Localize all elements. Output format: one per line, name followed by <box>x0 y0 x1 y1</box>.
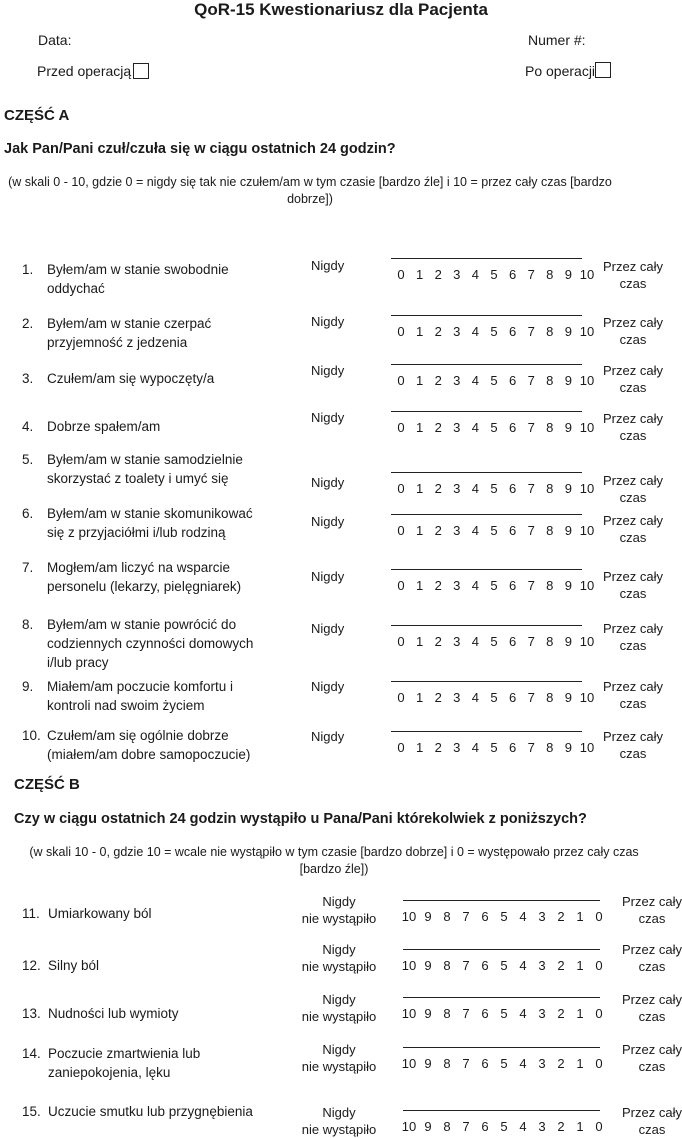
part-a-note-line-1: (w skali 0 - 10, gdzie 0 = nigdy się tak nie czułem/am w tym czasie [bardzo źle] i 10 = przez cały czas [bardzo <box>8 175 612 189</box>
scale-option[interactable]: 3 <box>453 420 461 435</box>
item-number: 6. <box>22 506 34 521</box>
scale-option[interactable]: 8 <box>546 481 554 496</box>
scale-line <box>391 258 582 259</box>
scale-option[interactable]: 1 <box>415 267 424 282</box>
scale-option[interactable]: 10 <box>401 909 417 924</box>
scale-option[interactable]: 7 <box>527 481 535 496</box>
scale-right-label-bottom: czas <box>638 1059 666 1074</box>
scale-option[interactable]: 4 <box>471 420 480 435</box>
scale-option[interactable]: 9 <box>564 267 573 282</box>
item-text: Poczucie zmartwienia lub <box>48 1046 201 1061</box>
scale-option[interactable]: 2 <box>434 324 442 339</box>
scale-option[interactable]: 2 <box>434 740 442 755</box>
scale-option[interactable]: 9 <box>424 958 432 973</box>
scale-option[interactable]: 6 <box>481 1119 489 1134</box>
scale-option[interactable]: 10 <box>579 324 595 339</box>
item-text: Silny ból <box>48 958 100 973</box>
scale-option[interactable]: 5 <box>490 481 498 496</box>
scale-left-label: Nigdy <box>311 410 345 425</box>
scale-left-label-bottom: nie wystąpiło <box>301 1059 377 1074</box>
scale-left-label: Nigdy <box>311 679 345 694</box>
scale-right-label-top: Przez cały <box>603 513 663 528</box>
scale-option[interactable]: 3 <box>538 1006 546 1021</box>
scale-option[interactable]: 6 <box>508 420 517 435</box>
scale-option[interactable]: 4 <box>471 324 480 339</box>
scale-right-label-top: Przez cały <box>603 411 663 426</box>
scale-option[interactable]: 3 <box>453 690 461 705</box>
scale-option[interactable]: 10 <box>579 481 595 496</box>
scale-option[interactable]: 4 <box>471 740 480 755</box>
scale-option[interactable]: 7 <box>527 578 535 593</box>
scale-option[interactable]: 7 <box>527 690 535 705</box>
scale-option[interactable]: 3 <box>453 481 461 496</box>
scale-left-label: Nigdy <box>311 475 345 490</box>
scale-option[interactable]: 8 <box>546 578 554 593</box>
scale-option[interactable]: 5 <box>490 578 498 593</box>
scale-option[interactable]: 4 <box>519 1006 527 1021</box>
scale-option[interactable]: 4 <box>471 373 480 388</box>
scale-right-label-bottom: czas <box>638 911 666 926</box>
scale-left-label-bottom: nie wystąpiło <box>301 911 377 926</box>
scale-option[interactable]: 5 <box>500 1006 508 1021</box>
scale-option[interactable]: 9 <box>564 690 573 705</box>
scale-line <box>403 1047 600 1048</box>
item-text: Czułem/am się ogólnie dobrze <box>47 728 229 743</box>
scale-option[interactable]: 5 <box>500 909 508 924</box>
scale-option[interactable]: 10 <box>401 958 417 973</box>
scale-option[interactable]: 1 <box>576 1119 584 1134</box>
scale-option[interactable]: 6 <box>508 373 517 388</box>
scale-option[interactable]: 10 <box>579 740 595 755</box>
scale-option[interactable]: 2 <box>434 523 442 538</box>
item-number: 9. <box>22 679 34 694</box>
part-a-question: Jak Pan/Pani czuł/czuła się w ciągu ostatnich 24 godzin? <box>4 141 396 157</box>
item-text: Uczucie smutku lub przygnębienia <box>48 1104 253 1119</box>
item-text: Miałem/am poczucie komfortu i <box>47 679 234 694</box>
scale-option[interactable]: 1 <box>576 958 584 973</box>
item-number: 3. <box>22 371 34 386</box>
scale-option[interactable]: 6 <box>508 578 517 593</box>
scale-option[interactable]: 0 <box>397 690 405 705</box>
scale-option[interactable]: 4 <box>471 578 480 593</box>
scale-left-label: Nigdy <box>311 514 345 529</box>
scale-option[interactable]: 6 <box>508 634 517 649</box>
scale-option[interactable]: 9 <box>424 1119 432 1134</box>
scale-option[interactable]: 7 <box>527 267 535 282</box>
scale-option[interactable]: 10 <box>579 578 595 593</box>
item-text: i/lub pracy <box>47 655 109 670</box>
scale-option[interactable]: 8 <box>443 1006 451 1021</box>
scale-option[interactable]: 1 <box>415 634 424 649</box>
scale-right-label-bottom: czas <box>619 332 647 347</box>
scale-option[interactable]: 6 <box>481 909 489 924</box>
scale-option[interactable]: 8 <box>443 1056 451 1071</box>
item-text: zaniepokojenia, lęku <box>48 1065 171 1080</box>
scale-option[interactable]: 7 <box>527 634 535 649</box>
scale-option[interactable]: 10 <box>579 267 595 282</box>
scale-option[interactable]: 1 <box>415 578 424 593</box>
scale-option[interactable]: 5 <box>490 634 498 649</box>
scale-left-label: Nigdy <box>311 621 345 636</box>
scale-option[interactable]: 9 <box>564 634 573 649</box>
item-text: przyjemność z jedzenia <box>47 335 188 350</box>
scale-option[interactable]: 6 <box>508 523 517 538</box>
scale-option[interactable]: 6 <box>481 958 489 973</box>
scale-option[interactable]: 2 <box>434 373 442 388</box>
scale-right-label-bottom: czas <box>619 428 647 443</box>
scale-option[interactable]: 0 <box>397 578 405 593</box>
scale-right-label-top: Przez cały <box>603 259 663 274</box>
scale-option[interactable]: 2 <box>557 958 565 973</box>
scale-option[interactable]: 4 <box>471 523 480 538</box>
scale-option[interactable]: 1 <box>415 740 424 755</box>
scale-right-label-top: Przez cały <box>603 679 663 694</box>
before-surgery-label: Przed operacją <box>37 63 132 79</box>
scale-right-label-bottom: czas <box>638 1122 666 1137</box>
scale-line <box>391 315 582 316</box>
scale-option[interactable]: 5 <box>490 324 498 339</box>
item-number: 7. <box>22 560 34 575</box>
scale-line <box>403 997 600 998</box>
scale-option[interactable]: 0 <box>595 958 603 973</box>
part-a-heading: CZĘŚĆ A <box>4 107 70 124</box>
scale-left-label: Nigdy <box>311 314 345 329</box>
item-text: Umiarkowany ból <box>48 906 152 921</box>
scale-option[interactable]: 9 <box>424 1006 432 1021</box>
scale-option[interactable]: 1 <box>415 523 424 538</box>
scale-option[interactable]: 10 <box>579 523 595 538</box>
item-number: 11. <box>22 906 40 921</box>
scale-option[interactable]: 7 <box>527 740 535 755</box>
scale-option[interactable]: 4 <box>471 690 480 705</box>
scale-line <box>391 364 582 365</box>
scale-option[interactable]: 8 <box>546 373 554 388</box>
scale-option[interactable]: 0 <box>397 634 405 649</box>
scale-option[interactable]: 3 <box>538 909 546 924</box>
scale-option[interactable]: 9 <box>564 740 573 755</box>
scale-option[interactable]: 0 <box>595 1006 603 1021</box>
item-number: 15. <box>22 1104 41 1119</box>
scale-option[interactable]: 2 <box>557 1056 565 1071</box>
scale-right-label-top: Przez cały <box>622 992 682 1007</box>
scale-option[interactable]: 10 <box>401 1056 417 1071</box>
scale-option[interactable]: 9 <box>424 909 432 924</box>
scale-line <box>391 514 582 515</box>
item-number: 1. <box>22 262 34 277</box>
scale-option[interactable]: 1 <box>576 1056 584 1071</box>
scale-option[interactable]: 3 <box>453 578 461 593</box>
scale-option[interactable]: 5 <box>500 1056 508 1071</box>
scale-line <box>391 731 582 732</box>
scale-left-label-top: Nigdy <box>322 1042 356 1057</box>
scale-right-label-top: Przez cały <box>603 729 663 744</box>
scale-option[interactable]: 1 <box>415 481 424 496</box>
scale-option[interactable]: 10 <box>579 420 595 435</box>
scale-option[interactable]: 3 <box>453 373 461 388</box>
scale-option[interactable]: 9 <box>564 523 573 538</box>
item-number: 5. <box>22 452 34 467</box>
scale-option[interactable]: 5 <box>490 690 498 705</box>
scale-option[interactable]: 3 <box>538 958 546 973</box>
scale-option[interactable]: 0 <box>595 909 603 924</box>
scale-option[interactable]: 0 <box>397 481 405 496</box>
scale-option[interactable]: 1 <box>576 909 584 924</box>
scale-option[interactable]: 6 <box>508 324 517 339</box>
scale-option[interactable]: 0 <box>397 740 405 755</box>
scale-left-label-top: Nigdy <box>322 1105 356 1120</box>
scale-left-label: Nigdy <box>311 258 345 273</box>
scale-right-label-bottom: czas <box>619 276 647 291</box>
date-label: Data: <box>38 32 72 48</box>
scale-option[interactable]: 4 <box>471 267 480 282</box>
scale-option[interactable]: 6 <box>481 1006 489 1021</box>
item-number: 10. <box>22 728 41 743</box>
scale-right-label-top: Przez cały <box>603 473 663 488</box>
scale-right-label-bottom: czas <box>619 696 647 711</box>
after-surgery-checkbox[interactable] <box>595 62 611 78</box>
item-text: Mogłem/am liczyć na wsparcie <box>47 560 231 575</box>
scale-right-label-top: Przez cały <box>622 894 682 909</box>
scale-left-label-top: Nigdy <box>322 942 356 957</box>
item-text: Dobrze spałem/am <box>47 419 161 434</box>
scale-option[interactable]: 2 <box>434 634 442 649</box>
scale-option[interactable]: 2 <box>434 690 442 705</box>
scale-option[interactable]: 4 <box>471 481 480 496</box>
scale-option[interactable]: 7 <box>462 1056 470 1071</box>
scale-option[interactable]: 3 <box>538 1056 546 1071</box>
scale-right-label-bottom: czas <box>619 586 647 601</box>
scale-line <box>391 569 582 570</box>
scale-option[interactable]: 10 <box>579 634 595 649</box>
scale-right-label-top: Przez cały <box>603 569 663 584</box>
scale-line <box>391 681 582 682</box>
scale-right-label-bottom: czas <box>619 746 647 761</box>
part-b-note-line-1: (w skali 10 - 0, gdzie 10 = wcale nie wystąpiło w tym czasie [bardzo dobrze] i 0 = występowało przez cały czas <box>29 845 639 859</box>
part-b-heading: CZĘŚĆ B <box>14 776 80 793</box>
scale-option[interactable]: 7 <box>462 1119 470 1134</box>
number-label: Numer #: <box>528 32 586 48</box>
scale-option[interactable]: 2 <box>557 1119 565 1134</box>
scale-line <box>403 949 600 950</box>
scale-option[interactable]: 1 <box>415 324 424 339</box>
item-text: się z przyjaciółmi i/lub rodziną <box>47 525 226 540</box>
scale-option[interactable]: 8 <box>546 523 554 538</box>
scale-right-label-top: Przez cały <box>603 363 663 378</box>
item-number: 14. <box>22 1046 41 1061</box>
scale-option[interactable]: 0 <box>397 324 405 339</box>
scale-option[interactable]: 1 <box>415 420 424 435</box>
after-surgery-label: Po operacji <box>525 63 596 79</box>
scale-line <box>391 472 582 473</box>
scale-right-label-top: Przez cały <box>603 315 663 330</box>
scale-right-label-bottom: czas <box>619 380 647 395</box>
scale-right-label-top: Przez cały <box>622 1042 682 1057</box>
scale-option[interactable]: 0 <box>397 267 405 282</box>
scale-right-label-top: Przez cały <box>622 1105 682 1120</box>
scale-option[interactable]: 4 <box>519 958 527 973</box>
scale-left-label-top: Nigdy <box>322 992 356 1007</box>
item-text: Byłem/am w stanie samodzielnie <box>47 452 243 467</box>
item-number: 12. <box>22 958 41 973</box>
scale-option[interactable]: 8 <box>546 324 554 339</box>
scale-option[interactable]: 2 <box>434 481 442 496</box>
scale-option[interactable]: 3 <box>453 740 461 755</box>
scale-option[interactable]: 3 <box>453 634 461 649</box>
scale-right-label-bottom: czas <box>619 638 647 653</box>
scale-option[interactable]: 2 <box>434 267 442 282</box>
scale-option[interactable]: 6 <box>508 267 517 282</box>
scale-option[interactable]: 10 <box>579 690 595 705</box>
scale-option[interactable]: 10 <box>401 1006 417 1021</box>
scale-left-label-top: Nigdy <box>322 894 356 909</box>
scale-option[interactable]: 8 <box>443 909 451 924</box>
scale-right-label-bottom: czas <box>619 530 647 545</box>
item-text: skorzystać z toalety i umyć się <box>47 471 229 486</box>
scale-option[interactable]: 9 <box>564 578 573 593</box>
scale-option[interactable]: 3 <box>538 1119 546 1134</box>
scale-option[interactable]: 8 <box>546 267 554 282</box>
scale-option[interactable]: 1 <box>415 690 424 705</box>
part-b-question: Czy w ciągu ostatnich 24 godzin wystąpiło u Pana/Pani którekolwiek z poniższych? <box>14 811 587 827</box>
item-text: codziennych czynności domowych <box>47 636 254 651</box>
item-text: Byłem/am w stanie skomunikować <box>47 506 253 521</box>
scale-option[interactable]: 0 <box>397 523 405 538</box>
scale-left-label: Nigdy <box>311 729 345 744</box>
item-number: 2. <box>22 316 34 331</box>
item-number: 13. <box>22 1006 41 1021</box>
scale-line <box>403 1110 600 1111</box>
item-text: oddychać <box>47 281 105 296</box>
item-text: Byłem/am w stanie powrócić do <box>47 617 237 632</box>
scale-option[interactable]: 8 <box>443 1119 451 1134</box>
scale-option[interactable]: 6 <box>508 740 517 755</box>
item-number: 8. <box>22 617 34 632</box>
scale-option[interactable]: 0 <box>595 1056 603 1071</box>
scale-option[interactable]: 2 <box>434 578 442 593</box>
before-surgery-checkbox[interactable] <box>133 63 149 79</box>
scale-option[interactable]: 4 <box>519 1056 527 1071</box>
scale-option[interactable]: 2 <box>434 420 442 435</box>
page-title: QoR-15 Kwestionariusz dla Pacjenta <box>194 0 488 19</box>
item-number: 4. <box>22 419 34 434</box>
scale-option[interactable]: 7 <box>527 523 535 538</box>
scale-line <box>403 900 600 901</box>
item-text: Byłem/am w stanie czerpać <box>47 316 212 331</box>
scale-option[interactable]: 8 <box>546 740 554 755</box>
scale-option[interactable]: 4 <box>471 634 480 649</box>
scale-left-label-bottom: nie wystąpiło <box>301 959 377 974</box>
scale-option[interactable]: 5 <box>490 523 498 538</box>
scale-right-label-top: Przez cały <box>622 942 682 957</box>
scale-option[interactable]: 2 <box>557 909 565 924</box>
scale-option[interactable]: 2 <box>557 1006 565 1021</box>
scale-option[interactable]: 6 <box>481 1056 489 1071</box>
item-text: Nudności lub wymioty <box>48 1006 179 1021</box>
scale-option[interactable]: 4 <box>519 909 527 924</box>
scale-option[interactable]: 1 <box>415 373 424 388</box>
scale-right-label-bottom: czas <box>638 1009 666 1024</box>
scale-option[interactable]: 5 <box>490 740 498 755</box>
scale-option[interactable]: 7 <box>527 324 535 339</box>
scale-option[interactable]: 9 <box>564 324 573 339</box>
scale-option[interactable]: 1 <box>576 1006 584 1021</box>
scale-option[interactable]: 0 <box>397 373 405 388</box>
scale-option[interactable]: 8 <box>443 958 451 973</box>
scale-option[interactable]: 7 <box>527 373 535 388</box>
scale-option[interactable]: 4 <box>519 1119 527 1134</box>
scale-option[interactable]: 9 <box>424 1056 432 1071</box>
scale-left-label-bottom: nie wystąpiło <box>301 1122 377 1137</box>
scale-option[interactable]: 3 <box>453 324 461 339</box>
scale-option[interactable]: 9 <box>564 481 573 496</box>
part-b-note-line-2: [bardzo źle]) <box>299 862 369 876</box>
scale-option[interactable]: 9 <box>564 420 573 435</box>
part-a-note-line-2: dobrze]) <box>287 192 333 206</box>
scale-option[interactable]: 3 <box>453 267 461 282</box>
scale-option[interactable]: 8 <box>546 420 554 435</box>
scale-left-label: Nigdy <box>311 363 345 378</box>
scale-option[interactable]: 7 <box>527 420 535 435</box>
scale-option[interactable]: 5 <box>500 1119 508 1134</box>
scale-option[interactable]: 10 <box>579 373 595 388</box>
item-text: personelu (lekarzy, pielęgniarek) <box>47 579 242 594</box>
scale-right-label-bottom: czas <box>619 490 647 505</box>
scale-right-label-bottom: czas <box>638 959 666 974</box>
scale-option[interactable]: 9 <box>564 373 573 388</box>
scale-option[interactable]: 5 <box>490 267 498 282</box>
item-text: (miałem/am dobre samopoczucie) <box>47 747 251 762</box>
scale-option[interactable]: 3 <box>453 523 461 538</box>
scale-option[interactable]: 8 <box>546 690 554 705</box>
scale-option[interactable]: 7 <box>462 909 470 924</box>
scale-right-label-top: Przez cały <box>603 621 663 636</box>
scale-left-label: Nigdy <box>311 569 345 584</box>
scale-option[interactable]: 6 <box>508 690 517 705</box>
scale-left-label-bottom: nie wystąpiło <box>301 1009 377 1024</box>
scale-option[interactable]: 6 <box>508 481 517 496</box>
scale-option[interactable]: 5 <box>490 373 498 388</box>
scale-option[interactable]: 7 <box>462 1006 470 1021</box>
scale-option[interactable]: 8 <box>546 634 554 649</box>
scale-line <box>391 625 582 626</box>
scale-option[interactable]: 7 <box>462 958 470 973</box>
scale-option[interactable]: 0 <box>595 1119 603 1134</box>
scale-option[interactable]: 5 <box>500 958 508 973</box>
scale-option[interactable]: 0 <box>397 420 405 435</box>
scale-line <box>391 411 582 412</box>
item-text: kontroli nad swoim życiem <box>47 698 205 713</box>
item-text: Byłem/am w stanie swobodnie <box>47 262 229 277</box>
scale-option[interactable]: 10 <box>401 1119 417 1134</box>
item-text: Czułem/am się wypoczęty/a <box>47 371 215 386</box>
scale-option[interactable]: 5 <box>490 420 498 435</box>
